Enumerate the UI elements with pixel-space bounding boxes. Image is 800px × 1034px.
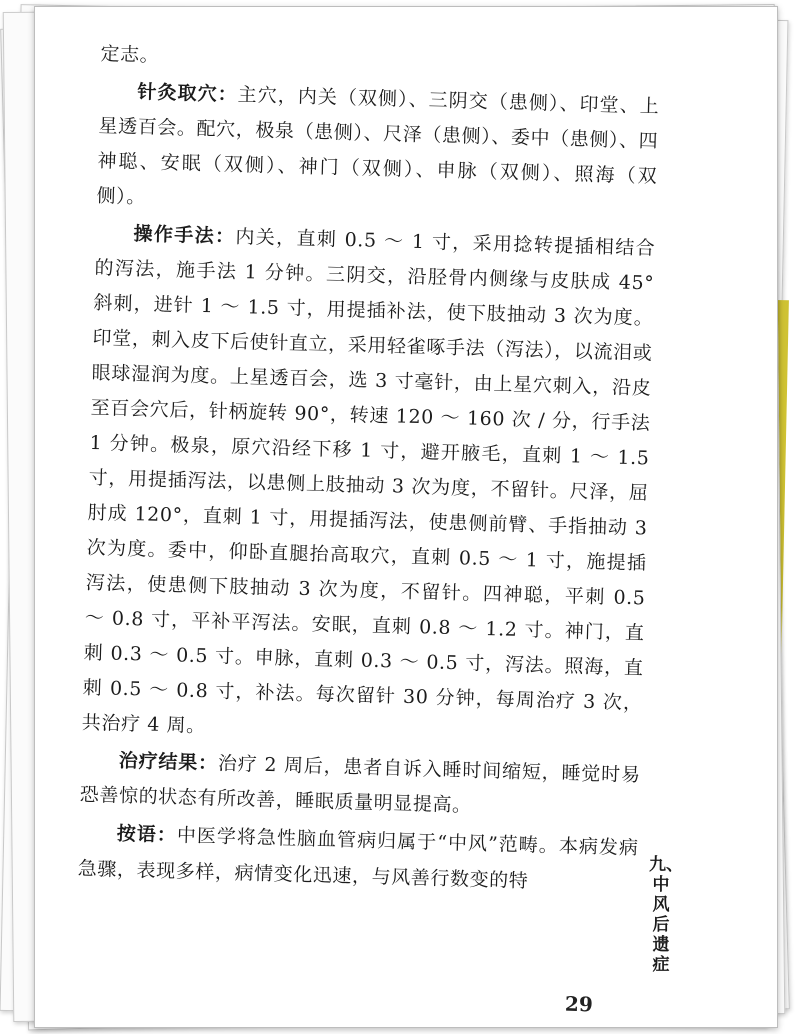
page-number: 29 <box>564 991 594 1017</box>
commentary-text: 中医学将急性脑血管病归属于“中风”范畴。本病发病急骤，表现多样，病情变化迅速，与风善行数变的特 <box>77 824 639 893</box>
manipulation-text: 内关，直刺 0.5 ～ 1 寸，采用捻转提插相结合的泻法，施手法 1 分钟。三阴交，沿胫骨内侧缘与皮肤成 45° 斜刺，进针 1 ～ 1.5 寸，用提插补法，使下肢抽动 3 次为度。印堂，刺入皮下后使针直立，采用轻雀啄手法（泻法），以流泪或眼球湿润为度。上星透百会，选 3 寸毫针，由上星穴刺入，沿皮至百会穴后，针柄旋转 90°，转速 120 ～ 160 次 / 分，行手法 1 分钟。极泉，原穴沿经下移 1 寸，避开腋毛，直刺 1 ～ 1.5 寸，用提插泻法，以患侧上肢抽动 3 次为度，不留针。尺泽，屈肘成 120°，直刺 1 寸，用提插泻法，使患侧前臂、手指抽动 3 次为度。委中，仰卧直腿抬高取穴，直刺 0.5 ～ 1 寸，施提插泻法，使患侧下肢抽动 3 次为度，不留针。四神聪，平刺 0.5 ～ 0.8 寸，平补平泻法。安眠，直刺 0.8 ～ 1.2 寸。神门，直刺 0.3 ～ 0.5 寸。申脉，直刺 0.3 ～ 0.5 寸，泻法。照海，直刺 0.5 ～ 0.8 寸，补法。每次留针 30 分钟，每周治疗 3 次，共治疗 4 周。 <box>81 225 656 738</box>
continuation-text: 定志。 <box>100 42 160 67</box>
commentary-heading: 按语： <box>116 822 178 847</box>
treatment-result-text: 治疗 2 周后，患者自诉入睡时间缩短，睡觉时易恐善惊的状态有所改善，睡眠质量明显提高。 <box>79 752 641 817</box>
acupoint-selection-text: 主穴，内关（双侧）、三阴交（患侧）、印堂、上星透百会。配穴，极泉（患侧）、尺泽（患侧）、委中（患侧）、四神聪、安眠（双侧）、神门（双侧）、申脉（双侧）、照海（双侧）。 <box>96 83 660 209</box>
treatment-result-heading: 治疗结果： <box>118 749 219 775</box>
treatment-result-paragraph <box>79 743 641 829</box>
chapter-side-label: 九、中风后遗症 <box>649 855 683 975</box>
acupoint-selection-paragraph <box>96 74 660 230</box>
commentary-paragraph <box>77 815 639 903</box>
book-page <box>34 6 778 1028</box>
acupoint-selection-heading: 针灸取穴： <box>137 81 239 106</box>
manipulation-paragraph <box>81 216 655 756</box>
page-body <box>77 37 661 904</box>
manipulation-heading: 操作手法： <box>133 222 236 248</box>
